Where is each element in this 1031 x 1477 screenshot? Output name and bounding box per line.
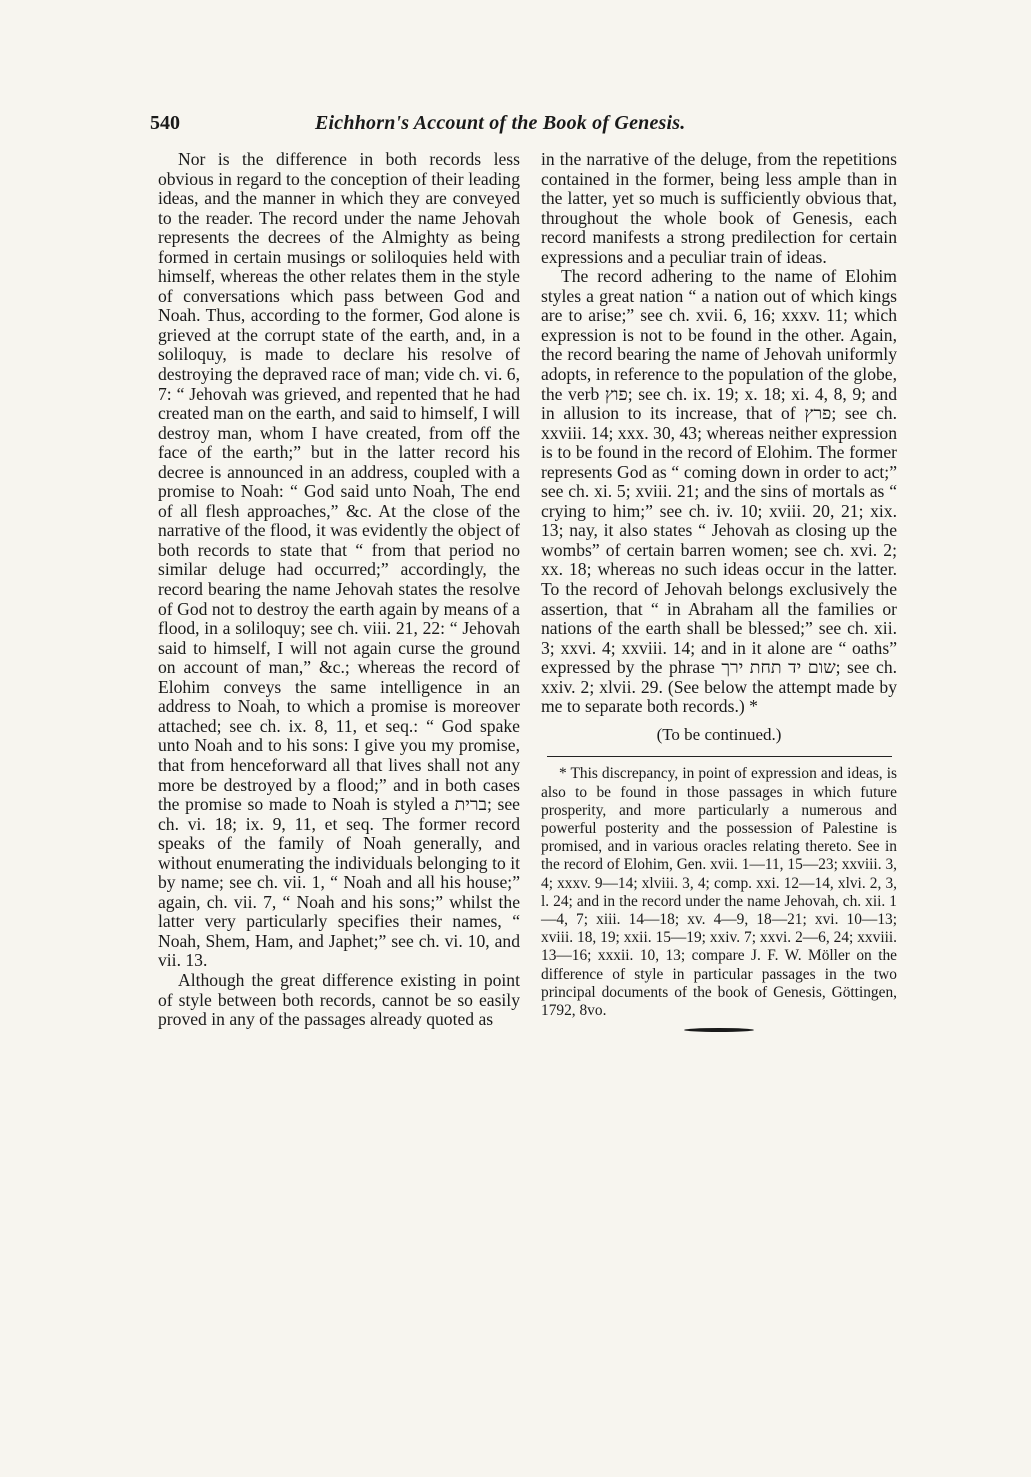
paragraph: Nor is the difference in both records less obvious in regard to the conception of their leading ideas, and the manner in which they are conveyed to the reader. The record under the name Jehovah represents the decrees of the Almighty as being formed in certain musings or soliloquies held with himself, whereas the other relates them in the style of conversations which pass between God and Noah. Thus, according to the former, God alone is grieved at the corrupt state of the earth, and, in a soliloquy, is made to declare his resolve of destroying the depraved race of man; vide ch. vi. 6, 7: “ Jehovah was grieved, and repented that he had created man on the earth, and said to himself, I will destroy man, whom I have created, from off the face of the earth;” but in the latter record his decree is announced in an address, coupled with a promise to Noah: “ God said unto Noah, The end of all flesh approaches,” &c. At the close of the narrative of the flood, it was evidently the object of both records to state that “ from that period no similar deluge had occurred;” accordingly, the record bearing the name Jehovah states the resolve of God not to destroy the earth again by means of a flood, in a soliloquy; see ch. viii. 21, 22: “ Jehovah said to himself, I will not again curse the ground on account of man,” &c.; whereas the record of Elohim conveys the same intelligence in an address to Noah, to which a promise is moreover attached; see ch. ix. 8, 11, et seq.: “ God spake unto Noah and to his sons: I give you my promise, that from henceforward all that lives shall not any more be destroyed by a flood;” and in both cases the promise so made to Noah is styled a ברית; see ch. vi. 18; ix. 9, 11, et seq. The former record speaks of the family of Noah generally, and without enumerating the individuals belonging to it by name; see ch. vii. 1, “ Noah and all his house;” again, ch. vii. 7, “ Noah and his sons;” whilst the latter very particularly specifies their names, “ Noah, Shem, Ham, and Japhet;” see ch. vi. 10, and vii. 13. — [158, 149, 520, 971]
footnote — [541, 765, 897, 1020]
left-column — [158, 150, 520, 1030]
paragraph: The record adhering to the name of Elohim styles a great nation “ a nation out of which kings are to arise;” see ch. xvii. 6, 16; xxxv. 11; which expression is not to be found in the other. Again, the record bearing the name of Jehovah uniformly adopts, in reference to the population of the globe, the verb פוץ; see ch. ix. 19; x. 18; xi. 4, 8, 9; and in allusion to its increase, that of פרץ; see ch. xxviii. 14; xxx. 30, 43; whereas neither expression is to be found in the record of Elohim. The former represents God as “ coming down in order to act;” see ch. xi. 5; xviii. 21; and the sins of mortals as “ crying to him;” see ch. iv. 10; xviii. 20, 21; xix. 13; nay, it also states “ Jehovah as closing up the wombs” of certain barren women; see ch. xvi. 2; xx. 18; whereas no such ideas occur in the latter. To the record of Jehovah belongs exclusively the assertion, that “ in Abraham all the families or nations of the earth shall be blessed;” see ch. xii. 3; xxvi. 4; xxviii. 14; and in it alone are “ oaths” expressed by the phrase שום יד תחת ירך; see ch. xxiv. 2; xlvii. 29. (See below the attempt made by me to separate both records.) * — [541, 266, 898, 717]
right-column — [541, 150, 897, 1032]
page-number: 540 — [150, 112, 180, 134]
footnote-divider — [547, 756, 892, 757]
footnote-text: * This discrepancy, in point of expression and ideas, is also to be found in those passages in which future prosperity, and more particularly a numerous and powerful posterity and the possession of Palestine is promised, and in various oracles relating thereto. See in the record of Elohim, Gen. xvii. 1—11, 15—23; xxviii. 3, 4; xxxv. 9—14; xlviii. 3, 4; comp. xxi. 12—14, xlvi. 2, 3, l. 24; and in the record under the name Jehovah, ch. xii. 1—4, 7; xiii. 14—18; xv. 4—9, 18—21; xvi. 10—13; xviii. 18, 19; xxii. 15—19; xxiv. 7; xxvi. 2—6, 24; xxviii. 13—16; xxxii. 10, 13; compare J. F. W. Möller on the difference of style in particular passages in the two principal documents of the book of Genesis, Göttingen, 1792, 8vo. — [541, 765, 897, 1020]
paragraph: Although the great difference existing in point of style between both records, cannot be so easily proved in any of the passages already quoted as — [158, 969, 520, 1030]
tail-ornament — [684, 1028, 754, 1032]
to-be-continued-note: (To be continued.) — [656, 724, 782, 744]
running-title: Eichhorn's Account of the Book of Genesis. — [315, 112, 686, 134]
page-header — [150, 112, 890, 142]
paragraph-continued: in the narrative of the deluge, from the repetitions contained in the former, being less ample than in the latter, yet so much is sufficiently obvious that, throughout the whole book of Genesis, each record manifests a strong predilection for certain expressions and a peculiar train of ideas. — [541, 149, 897, 267]
